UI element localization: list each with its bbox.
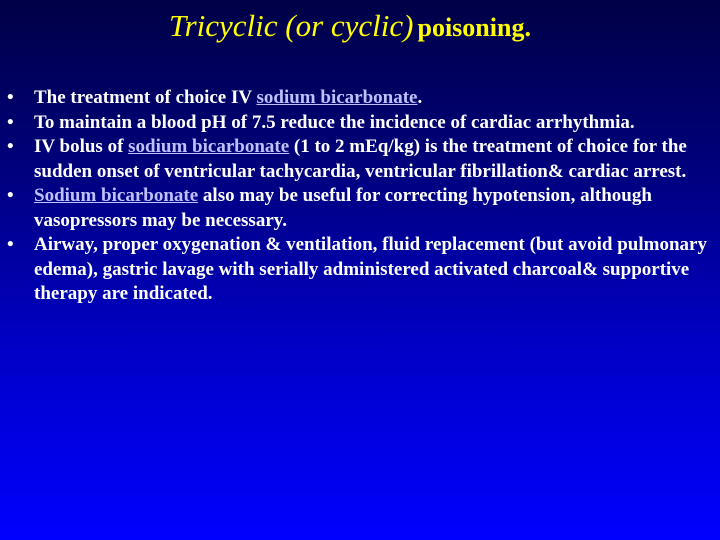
title-italic-part: Tricyclic (or cyclic) xyxy=(169,8,414,43)
bullet-text: (1 to 2 mEq/kg) is the treatment of choice for the sudden onset of ventricular tachycardia, ventricular fibrillation& cardiac arrest. xyxy=(34,136,687,182)
bullet-text: also may be useful for correcting hypotension, although vasopressors may be necessary. xyxy=(34,185,652,231)
bullet-dot-icon: • xyxy=(7,111,14,133)
bullet-dot-icon: • xyxy=(7,136,14,157)
bullet-text: The treatment of choice IV xyxy=(34,87,257,108)
bullet-text: IV bolus of xyxy=(34,136,129,157)
bullet-text: . xyxy=(417,87,423,108)
bullet-item xyxy=(0,184,720,233)
bullet-dot-icon: • xyxy=(7,234,14,255)
bullet-dot-icon: • xyxy=(7,185,14,206)
bullet-list xyxy=(0,86,720,307)
bullet-item xyxy=(0,135,720,184)
bullet-item xyxy=(0,111,720,136)
title-plain-part: poisoning. xyxy=(417,13,531,42)
bullet-text: Airway, proper oxygenation & ventilation, fluid replacement (but avoid pulmonary edema), gastric lavage with serially administered activated charcoal& supportive therapy are indicated. xyxy=(34,234,707,304)
slide-title xyxy=(0,6,700,52)
bullet-item xyxy=(0,233,720,307)
bullet-text: To maintain a blood pH of 7.5 reduce the incidence of cardiac arrhythmia. xyxy=(34,111,635,133)
bullet-dot-icon: • xyxy=(7,87,14,108)
sodium-bicarbonate-link[interactable]: Sodium bicarbonate xyxy=(34,185,199,206)
sodium-bicarbonate-link[interactable]: sodium bicarbonate xyxy=(128,136,290,157)
sodium-bicarbonate-link[interactable]: sodium bicarbonate xyxy=(256,87,418,108)
bullet-item xyxy=(0,86,720,111)
